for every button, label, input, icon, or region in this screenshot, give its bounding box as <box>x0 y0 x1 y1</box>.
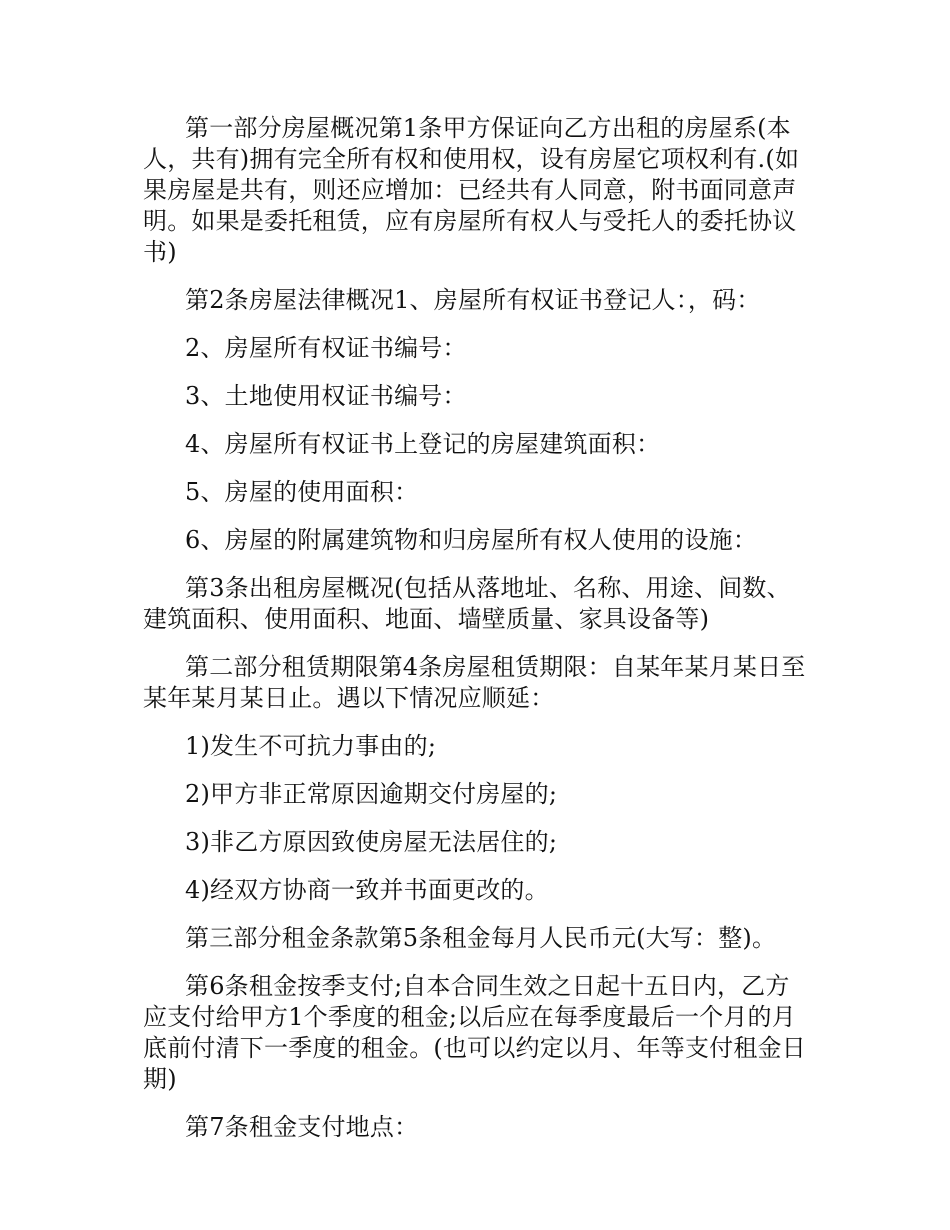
list-item-2: 2)甲方非正常原因逾期交付房屋的; <box>185 780 558 808</box>
paragraph-part3-article5: 第三部分租金条款第5条租金每月人民币元(大写：整)。 <box>185 924 777 952</box>
paragraph-article6: 第6条租金按季支付;自本合同生效之日起十五日内，乙方应支付给甲方1个季度的租金;以后应在每季度最后一个月的月底前付清下一季度的租金。(也可以约定以月、年等支付租金日期) <box>143 972 806 1093</box>
paragraph-article3: 第3条出租房屋概况(包括从落地址、名称、用途、间数、建筑面积、使用面积、地面、墙壁质量、家具设备等) <box>143 574 791 633</box>
list-item-4: 4)经双方协商一致并书面更改的。 <box>185 876 549 904</box>
paragraph-building-area: 4、房屋所有权证书上登记的房屋建筑面积： <box>185 430 661 458</box>
paragraph-ancillary-facilities: 6、房屋的附属建筑物和归房屋所有权人使用的设施： <box>185 526 758 554</box>
paragraph-article2: 第2条房屋法律概况1、房屋所有权证书登记人：，码： <box>185 286 761 314</box>
list-item-1: 1)发生不可抗力事由的; <box>185 732 437 760</box>
paragraph-land-certificate: 3、土地使用权证书编号： <box>185 382 467 410</box>
paragraph-article7: 第7条租金支付地点： <box>185 1113 419 1141</box>
paragraph-part1-article1: 第一部分房屋概况第1条甲方保证向乙方出租的房屋系(本人，共有)拥有完全所有权和使用权，设有房屋它项权利有.(如果房屋是共有，则还应增加：已经共有人同意，附书面同意声明。如果是委托租赁，应有房屋所有权人与受托人的委托协议书) <box>143 114 800 266</box>
list-item-3: 3)非乙方原因致使房屋无法居住的; <box>185 828 558 856</box>
paragraph-certificate-number: 2、房屋所有权证书编号： <box>185 334 467 362</box>
paragraph-part2-article4: 第二部分租赁期限第4条房屋租赁期限：自某年某月某日至某年某月某日止。遇以下情况应顺延： <box>143 653 806 712</box>
paragraph-usable-area: 5、房屋的使用面积： <box>185 478 419 506</box>
